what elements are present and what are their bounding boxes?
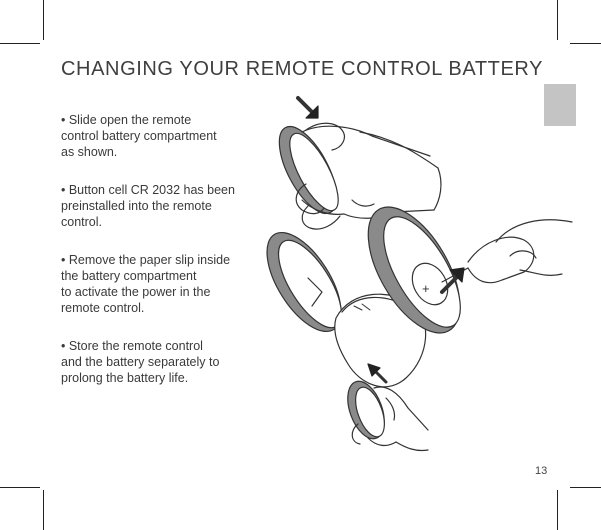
crop-mark: [570, 487, 601, 488]
arrow-down-right-icon: [298, 98, 318, 118]
crop-mark: [43, 0, 44, 40]
hand-holding-remote: [341, 376, 428, 450]
crop-mark: [557, 0, 558, 40]
instruction-step: • Remove the paper slip inside the battery compartment to activate the power in the remote control.: [61, 253, 231, 315]
crop-mark: [557, 490, 558, 530]
instruction-step: • Store the remote control and the battery separately to prolong the battery life.: [61, 339, 220, 385]
hand-opening-remote: [268, 118, 441, 229]
page-title: CHANGING YOUR REMOTE CONTROL BATTERY: [61, 58, 544, 80]
crop-mark: [0, 43, 40, 44]
crop-mark: [570, 43, 601, 44]
crop-mark: [43, 490, 44, 530]
page-number: 13: [535, 465, 548, 477]
instruction-list: [61, 112, 261, 408]
battery-illustration: [262, 92, 582, 472]
instruction-step: • Slide open the remote control battery compartment as shown.: [61, 113, 217, 159]
instruction-step: • Button cell CR 2032 has been preinstalled into the remote control.: [61, 183, 235, 229]
battery-plus-symbol: +: [422, 281, 430, 296]
crop-mark: [0, 487, 40, 488]
